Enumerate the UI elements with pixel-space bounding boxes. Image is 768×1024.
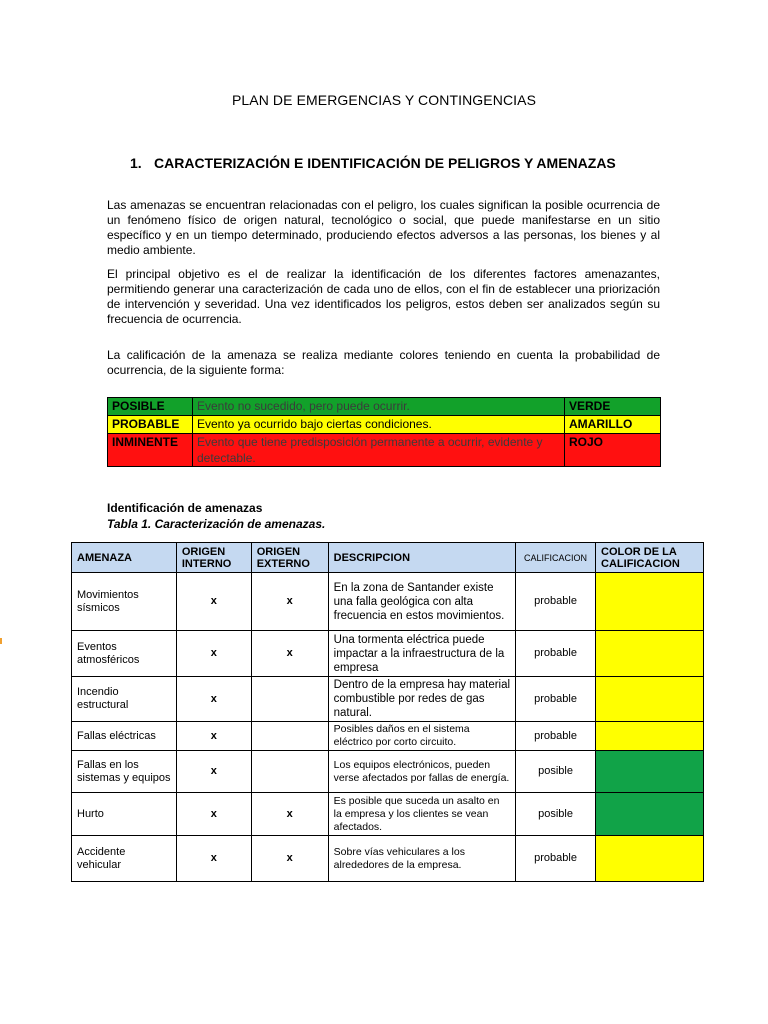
cell-descripcion: Una tormenta eléctrica puede impactar a la infraestructura de la empresa	[328, 631, 515, 677]
cell-color-swatch	[596, 631, 704, 677]
cell-origen-externo: x	[251, 793, 328, 836]
cell-calificacion: probable	[516, 677, 596, 722]
section-number: 1.	[130, 155, 142, 171]
margin-mark	[0, 638, 2, 644]
cell-origen-interno: x	[176, 836, 251, 882]
cell-origen-externo: x	[251, 631, 328, 677]
cell-amenaza: Fallas eléctricas	[72, 722, 177, 751]
legend-color-name: ROJO	[565, 434, 661, 467]
cell-amenaza: Hurto	[72, 793, 177, 836]
identification-heading: Identificación de amenazas	[107, 501, 263, 515]
cell-color-swatch	[596, 836, 704, 882]
table-row	[72, 573, 704, 631]
cell-origen-interno: x	[176, 722, 251, 751]
header-amenaza: AMENAZA	[72, 543, 177, 573]
header-calificacion: CALIFICACION	[516, 543, 596, 573]
cell-descripcion: Dentro de la empresa hay material combustible por redes de gas natural.	[328, 677, 515, 722]
rating-legend-table	[107, 397, 661, 467]
legend-level: POSIBLE	[108, 398, 193, 416]
cell-calificacion: probable	[516, 836, 596, 882]
cell-calificacion: probable	[516, 573, 596, 631]
cell-amenaza: Accidente vehicular	[72, 836, 177, 882]
table-header-row	[72, 543, 704, 573]
table-row	[72, 722, 704, 751]
legend-description: Evento que tiene predisposición permanente a ocurrir, evidente y detectable.	[193, 434, 565, 467]
header-color: COLOR DE LA CALIFICACION	[596, 543, 704, 573]
cell-origen-externo	[251, 722, 328, 751]
paragraph-objetivo: El principal objetivo es el de realizar la identificación de los diferentes factores amenazantes, permitiendo generar una caracterización de cada uno de ellos, con el fin de establecer una priorización de intervención y severidad. Una vez identificados los peligros, estos deben ser analizados según su frecuencia de ocurrencia.	[107, 267, 660, 326]
cell-amenaza: Movimientos sísmicos	[72, 573, 177, 631]
cell-descripcion: Sobre vías vehiculares a los alrededores de la empresa.	[328, 836, 515, 882]
header-origen-externo: ORIGEN EXTERNO	[251, 543, 328, 573]
cell-amenaza: Eventos atmosféricos	[72, 631, 177, 677]
cell-origen-externo: x	[251, 573, 328, 631]
paragraph-amenazas: Las amenazas se encuentran relacionadas con el peligro, los cuales significan la posible ocurrencia de un fenómeno físico de origen natural, tecnológico o social, que puede manifestarse en un sitio específico y en un tiempo determinado, produciendo efectos adversos a las personas, los bienes y al medio ambiente.	[107, 198, 660, 257]
header-descripcion: DESCRIPCION	[328, 543, 515, 573]
cell-calificacion: probable	[516, 631, 596, 677]
cell-color-swatch	[596, 722, 704, 751]
section-heading	[130, 155, 616, 171]
cell-calificacion: probable	[516, 722, 596, 751]
table-row	[72, 836, 704, 882]
legend-level: PROBABLE	[108, 416, 193, 434]
table-row	[72, 677, 704, 722]
threat-characterization-table	[71, 542, 704, 882]
cell-descripcion: Posibles daños en el sistema eléctrico por corto circuito.	[328, 722, 515, 751]
cell-descripcion: Los equipos electrónicos, pueden verse afectados por fallas de energía.	[328, 751, 515, 793]
cell-calificacion: posible	[516, 793, 596, 836]
cell-origen-interno: x	[176, 677, 251, 722]
cell-amenaza: Fallas en los sistemas y equipos	[72, 751, 177, 793]
cell-origen-interno: x	[176, 751, 251, 793]
cell-color-swatch	[596, 677, 704, 722]
cell-color-swatch	[596, 793, 704, 836]
legend-row-inminente	[108, 434, 661, 467]
legend-color-name: AMARILLO	[565, 416, 661, 434]
paragraph-calificacion: La calificación de la amenaza se realiza mediante colores teniendo en cuenta la probabilidad de ocurrencia, de la siguiente forma:	[107, 348, 660, 377]
table-caption: Tabla 1. Caracterización de amenazas.	[107, 517, 326, 531]
legend-row-posible	[108, 398, 661, 416]
cell-descripcion: Es posible que suceda un asalto en la empresa y los clientes se vean afectados.	[328, 793, 515, 836]
cell-descripcion: En la zona de Santander existe una falla geológica con alta frecuencia en estos movimientos.	[328, 573, 515, 631]
legend-level: INMINENTE	[108, 434, 193, 467]
legend-description: Evento no sucedido, pero puede ocurrir.	[193, 398, 565, 416]
legend-description: Evento ya ocurrido bajo ciertas condiciones.	[193, 416, 565, 434]
cell-color-swatch	[596, 751, 704, 793]
cell-origen-externo	[251, 751, 328, 793]
cell-origen-externo	[251, 677, 328, 722]
legend-color-name: VERDE	[565, 398, 661, 416]
cell-origen-interno: x	[176, 631, 251, 677]
table-row	[72, 631, 704, 677]
cell-origen-interno: x	[176, 573, 251, 631]
table-row	[72, 751, 704, 793]
legend-row-probable	[108, 416, 661, 434]
header-origen-interno: ORIGEN INTERNO	[176, 543, 251, 573]
cell-calificacion: posible	[516, 751, 596, 793]
cell-color-swatch	[596, 573, 704, 631]
document-title: PLAN DE EMERGENCIAS Y CONTINGENCIAS	[231, 92, 537, 108]
table-row	[72, 793, 704, 836]
section-heading-text: CARACTERIZACIÓN E IDENTIFICACIÓN DE PELIGROS Y AMENAZAS	[154, 155, 616, 171]
cell-origen-externo: x	[251, 836, 328, 882]
cell-amenaza: Incendio estructural	[72, 677, 177, 722]
cell-origen-interno: x	[176, 793, 251, 836]
